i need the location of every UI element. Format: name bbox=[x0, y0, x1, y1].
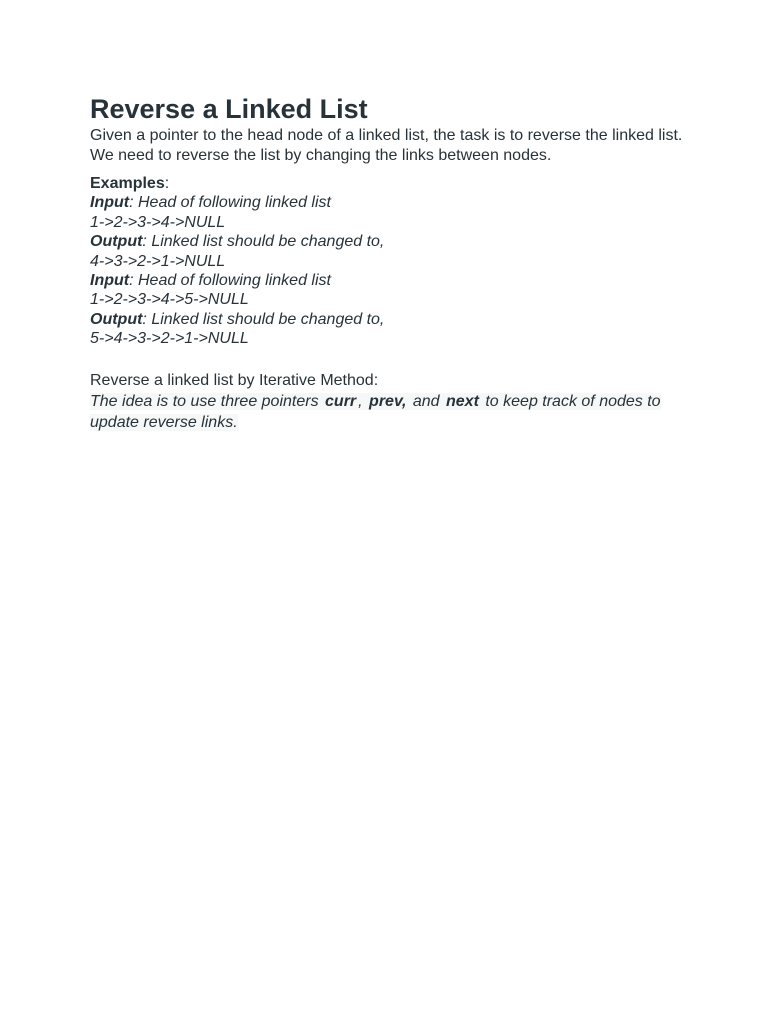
keyword-prev: prev, bbox=[369, 392, 407, 410]
idea-post-text: to keep track of nodes to update reverse links. bbox=[90, 392, 661, 431]
example-2-output-list: 5->4->3->2->1->NULL bbox=[90, 330, 249, 348]
intro-paragraph: Given a pointer to the head node of a linked list, the task is to reverse the linked list. We need to reverse the list by changing the links between nodes. bbox=[90, 127, 683, 164]
examples-heading: Examples bbox=[90, 175, 165, 192]
example-1-output-text: : Linked list should be changed to, bbox=[142, 233, 385, 251]
idea-pre-text: The idea is to use three pointers bbox=[90, 392, 324, 410]
examples-heading-colon: : bbox=[164, 175, 170, 192]
example-2-output-label: Output bbox=[90, 310, 143, 328]
example-2-output-text: : Linked list should be changed to, bbox=[142, 310, 385, 328]
example-1-input bbox=[90, 193, 690, 212]
method-idea bbox=[90, 391, 690, 433]
example-2-output bbox=[90, 310, 690, 329]
idea-and-text: and bbox=[408, 392, 444, 410]
examples-heading-line bbox=[90, 174, 690, 193]
method-heading: Reverse a linked list by Iterative Method: bbox=[90, 371, 379, 389]
example-1-output-list: 4->3->2->1->NULL bbox=[90, 252, 226, 270]
keyword-next: next bbox=[446, 392, 479, 410]
example-2-input-label: Input bbox=[90, 272, 130, 290]
example-2-input bbox=[90, 271, 690, 290]
idea-highlight bbox=[90, 393, 661, 431]
example-1-input-label: Input bbox=[90, 194, 130, 212]
example-2-input-list: 1->2->3->4->5->NULL bbox=[90, 291, 249, 309]
example-1-input-text: : Head of following linked list bbox=[129, 194, 331, 212]
page-title: Reverse a Linked List bbox=[90, 94, 368, 124]
keyword-curr: curr bbox=[325, 392, 357, 410]
example-1-output bbox=[90, 232, 690, 251]
example-2-input-text: : Head of following linked list bbox=[129, 272, 331, 290]
article bbox=[90, 92, 690, 433]
idea-comma: , bbox=[358, 392, 368, 410]
example-1-input-list: 1->2->3->4->NULL bbox=[90, 213, 226, 231]
example-1-output-label: Output bbox=[90, 233, 143, 251]
examples-section bbox=[90, 174, 690, 349]
